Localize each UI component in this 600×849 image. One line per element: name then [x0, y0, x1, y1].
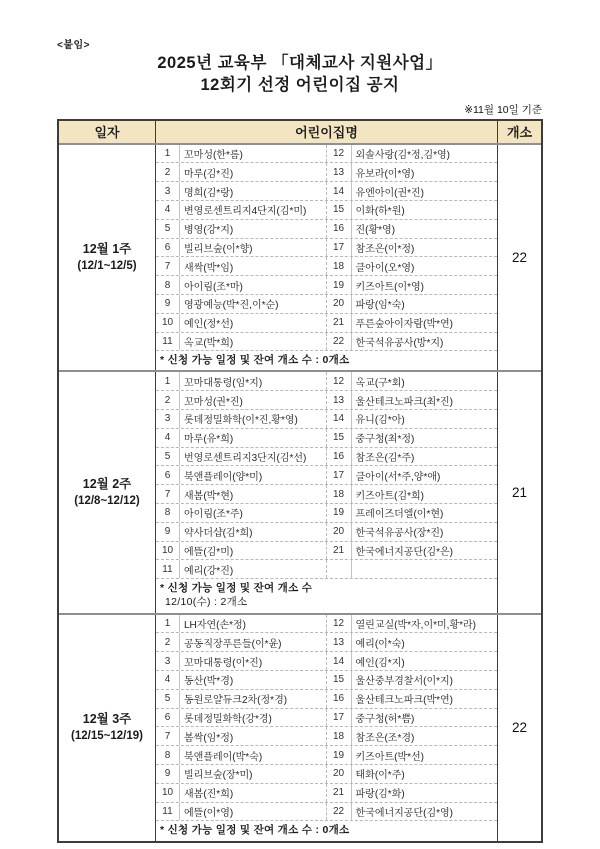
entry-number: 1 — [156, 145, 180, 163]
entry-number: 5 — [156, 448, 180, 466]
entry-number: 3 — [156, 182, 180, 200]
entry-name: 울산테크노파크(박*연) — [355, 695, 453, 707]
entry-row — [156, 163, 497, 182]
entry-number: 14 — [326, 410, 352, 428]
entry-number: 9 — [156, 295, 180, 313]
entry-number: 16 — [326, 690, 352, 708]
entry-number: 8 — [156, 504, 180, 522]
entry-number: 20 — [326, 765, 352, 783]
entry-row — [156, 542, 497, 561]
entry-number: 3 — [156, 652, 180, 670]
entry-row — [156, 746, 497, 765]
entry-number: 17 — [326, 466, 352, 484]
entry-name: 공동직장푸른들(이*윤) — [184, 638, 282, 650]
entry-name: 예인(정*선) — [184, 319, 234, 331]
entry-name: 옥교(박*희) — [184, 337, 234, 349]
entry-name: 롯데정밀화학(강*경) — [184, 713, 272, 725]
header-date: 일자 — [59, 121, 156, 143]
page-title-line2: 12회기 선정 어린이집 공지 — [200, 76, 400, 95]
entry-name: 롯데정밀화학(이*진,황*영) — [184, 415, 298, 427]
week-block — [59, 372, 541, 614]
entry-name: 한국에너지공단(김*영) — [355, 807, 453, 819]
note-line: * 신청 가능 일정 및 잔여 개소 수 : 0개소 — [160, 354, 350, 367]
entry-number: 2 — [156, 391, 180, 409]
entry-name: 한국에너지공단(김*은) — [355, 547, 453, 559]
entry-number: 13 — [326, 633, 352, 651]
entry-name: 영광예능(박*진,이*순) — [184, 300, 279, 312]
entry-number: 22 — [326, 333, 352, 351]
entry-row — [156, 652, 497, 671]
entry-number: 6 — [156, 709, 180, 727]
week-range: (12/15~12/19) — [71, 729, 143, 742]
entry-row — [156, 690, 497, 709]
entry-number: 16 — [326, 448, 352, 466]
entry-name: 변영로센트리지4단지(김*미) — [184, 206, 307, 218]
entry-row — [156, 727, 497, 746]
entry-number: 21 — [326, 542, 352, 560]
entry-name: 외솔사랑(김*정,김*영) — [355, 149, 451, 161]
week-block — [59, 615, 541, 841]
entry-row — [156, 633, 497, 652]
entry-number: 10 — [156, 542, 180, 560]
entry-name: 열린교실(박*자,이*미,황*라) — [355, 619, 476, 631]
entry-name: 마루(김*진) — [184, 168, 234, 180]
entry-name: 새봄(박*현) — [184, 490, 234, 502]
table-body — [59, 145, 541, 841]
entry-name: 옥교(구*회) — [355, 377, 405, 389]
entry-name: 프레이즈더엘(이*현) — [355, 509, 444, 521]
entry-number: 19 — [326, 504, 352, 522]
title-block — [57, 52, 543, 97]
entry-name: 아이림(조*주) — [184, 509, 243, 521]
entry-name: 번영로센트리지3단지(김*선) — [184, 453, 307, 465]
entry-number: 9 — [156, 765, 180, 783]
entry-row — [156, 145, 497, 164]
entry-number: 16 — [326, 220, 352, 238]
entry-number: 10 — [156, 784, 180, 802]
entry-name: 봄싹(임*정) — [184, 732, 234, 744]
entry-number: 13 — [326, 391, 352, 409]
entry-name: 참조은(김*주) — [355, 453, 415, 465]
entry-name: 병영(강*지) — [184, 225, 234, 237]
entry-row — [156, 314, 497, 333]
entry-row — [156, 485, 497, 504]
entry-number: 13 — [326, 163, 352, 181]
entry-number: 6 — [156, 466, 180, 484]
week-date-cell — [59, 615, 156, 841]
entries-cell — [156, 615, 497, 841]
entry-name: 북앤플레이(박*숙) — [184, 751, 263, 763]
entry-number: 8 — [156, 746, 180, 764]
count-value: 22 — [511, 250, 528, 265]
entry-name: 파랑(김*화) — [355, 789, 405, 801]
entry-number: 18 — [326, 485, 352, 503]
entry-row — [156, 220, 497, 239]
week-block — [59, 145, 541, 373]
note-line: * 신청 가능 일정 및 잔여 개소 수 : 0개소 — [160, 824, 350, 837]
entry-name: 클아이(서*주,양*애) — [355, 471, 441, 483]
entry-row — [156, 372, 497, 391]
entry-name: 예인(김*지) — [355, 657, 405, 669]
entry-number: 2 — [156, 633, 180, 651]
header-name: 어린이집명 — [295, 125, 358, 141]
entry-number: 7 — [156, 485, 180, 503]
selection-table — [57, 119, 543, 843]
entry-name: 새봄(진*희) — [184, 789, 234, 801]
entry-number: 18 — [326, 727, 352, 745]
entry-number: 5 — [156, 690, 180, 708]
entry-number: 21 — [326, 784, 352, 802]
entry-name: 파랑(임*숙) — [355, 300, 405, 312]
entry-number: 22 — [326, 803, 352, 821]
entry-row — [156, 276, 497, 295]
week-label: 12월 2주 — [82, 477, 132, 492]
entry-number: 15 — [326, 201, 352, 219]
entry-row — [156, 391, 497, 410]
entry-number: 11 — [156, 560, 180, 578]
entry-row — [156, 182, 497, 201]
availability-note — [156, 351, 497, 370]
entry-name: 키즈아트(박*선) — [355, 751, 425, 763]
entry-number: 4 — [156, 429, 180, 447]
entry-name: 새싹(박*임) — [184, 262, 234, 274]
week-count-cell — [497, 372, 541, 612]
table-header-row — [59, 121, 541, 145]
entry-number: 4 — [156, 671, 180, 689]
entry-row — [156, 448, 497, 467]
entry-name: 이화(하*원) — [355, 206, 405, 218]
entry-number: 12 — [326, 145, 352, 163]
page-title-line1: 2025년 교육부 「대체교사 지원사업」 — [157, 54, 443, 72]
entry-row — [156, 765, 497, 784]
availability-note — [156, 579, 497, 612]
entry-number: 4 — [156, 201, 180, 219]
entry-name: 푸른숲아이자람(박*연) — [355, 319, 453, 331]
entry-name: 유보라(이*영) — [355, 168, 415, 180]
entry-row — [156, 523, 497, 542]
entry-number — [326, 560, 352, 578]
entry-number: 17 — [326, 709, 352, 727]
entry-number: 11 — [156, 803, 180, 821]
entry-row — [156, 239, 497, 258]
entry-number: 1 — [156, 372, 180, 390]
entry-number: 12 — [326, 372, 352, 390]
entry-number: 20 — [326, 523, 352, 541]
entry-name: 약사더샵(김*희) — [184, 528, 253, 540]
week-count-cell — [497, 145, 541, 371]
entry-name: 빌리브숲(장*미) — [184, 770, 253, 782]
entry-number: 10 — [156, 314, 180, 332]
entry-name: 예리(이*숙) — [355, 638, 405, 650]
entry-name: 한국석유공사(방*지) — [355, 337, 444, 349]
entry-name: 유엔아이(권*진) — [355, 187, 425, 199]
entry-row — [156, 201, 497, 220]
week-range: (12/8~12/12) — [74, 494, 140, 507]
week-date-cell — [59, 145, 156, 371]
entry-row — [156, 671, 497, 690]
entry-name: 에뜰(김*미) — [184, 547, 234, 559]
availability-note — [156, 821, 497, 840]
entry-name: 진(황*영) — [355, 225, 396, 237]
count-value: 22 — [511, 720, 528, 736]
entry-name: 키즈아트(이*영) — [355, 281, 425, 293]
entry-number: 6 — [156, 239, 180, 257]
entry-number: 19 — [326, 746, 352, 764]
entry-name: 중구청(허*쁨) — [355, 713, 415, 725]
entry-name: 꼬마성(한*름) — [184, 149, 243, 161]
entry-name: 빌리브숲(이*향) — [184, 243, 253, 255]
entry-number: 3 — [156, 410, 180, 428]
entry-row — [156, 333, 497, 352]
week-label: 12월 3주 — [82, 712, 132, 727]
entry-name: 북앤플레이(양*미) — [184, 471, 263, 483]
entry-row — [156, 410, 497, 429]
note-line: 12/10(수) : 2개소 — [165, 596, 248, 609]
entry-number: 21 — [326, 314, 352, 332]
entry-number: 15 — [326, 671, 352, 689]
entry-number: 14 — [326, 652, 352, 670]
entry-row — [156, 257, 497, 276]
entry-number: 7 — [156, 257, 180, 275]
entry-row — [156, 466, 497, 485]
entry-number: 1 — [156, 615, 180, 633]
entry-number: 8 — [156, 276, 180, 294]
entry-number: 20 — [326, 295, 352, 313]
entry-number: 19 — [326, 276, 352, 294]
entry-name: 꼬마성(권*진) — [184, 396, 243, 408]
entry-name: 동산(박*경) — [184, 676, 234, 688]
entry-number: 11 — [156, 333, 180, 351]
week-label: 12월 1주 — [82, 242, 132, 257]
entry-name: 키즈아트(김*희) — [355, 490, 425, 502]
entry-number: 15 — [326, 429, 352, 447]
entry-row — [156, 709, 497, 728]
entry-row — [156, 560, 497, 579]
entry-row — [156, 803, 497, 822]
entry-row — [156, 784, 497, 803]
entry-name: 클아이(오*영) — [355, 262, 415, 274]
date-basis-note: ※11월 10일 기준 — [464, 103, 542, 116]
entry-row — [156, 429, 497, 448]
entry-number: 17 — [326, 239, 352, 257]
attachment-label: <붙임> — [57, 40, 90, 51]
header-count: 개소 — [497, 121, 541, 143]
entry-name: 예리(강*진) — [184, 565, 234, 577]
week-range: (12/1~12/5) — [77, 259, 137, 272]
entry-number: 7 — [156, 727, 180, 745]
entry-number: 14 — [326, 182, 352, 200]
entry-name: 유니(김*아) — [355, 415, 405, 427]
count-value: 21 — [511, 485, 528, 501]
entry-name: 에뜰(이*영) — [184, 807, 234, 819]
week-date-cell — [59, 372, 156, 612]
entry-row — [156, 615, 497, 634]
entry-number: 18 — [326, 257, 352, 275]
entry-name: 꼬마대통령(이*진) — [184, 657, 263, 669]
entry-number: 9 — [156, 523, 180, 541]
entry-name: 동원로얄듀크2차(정*경) — [184, 695, 288, 707]
entries-cell — [156, 372, 497, 612]
entry-name: 한국석유공사(장*진) — [355, 528, 444, 540]
entry-name: 울산테크노파크(최*진) — [355, 396, 453, 408]
entry-name: 명희(김*랑) — [184, 187, 234, 199]
entry-name: 아이림(조*마) — [184, 281, 243, 293]
entry-name: 참조은(이*정) — [355, 243, 415, 255]
entry-name — [352, 560, 498, 578]
entry-name: 울산중부경찰서(이*지) — [355, 676, 453, 688]
entries-cell — [156, 145, 497, 371]
week-count-cell — [497, 615, 541, 841]
entry-name: 태화(이*주) — [355, 770, 405, 782]
entry-number: 2 — [156, 163, 180, 181]
entry-name: 마루(유*희) — [184, 434, 234, 446]
note-line: * 신청 가능 일정 및 잔여 개소 수 — [160, 582, 313, 595]
entry-name: 꼬마대통령(임*지) — [184, 377, 263, 389]
entry-name: 참조은(조*경) — [355, 732, 415, 744]
entry-name: 중구청(최*정) — [355, 434, 415, 446]
entry-name: LH자연(손*정) — [184, 619, 246, 631]
entry-row — [156, 504, 497, 523]
entry-row — [156, 295, 497, 314]
entry-number: 5 — [156, 220, 180, 238]
entry-number: 12 — [326, 615, 352, 633]
